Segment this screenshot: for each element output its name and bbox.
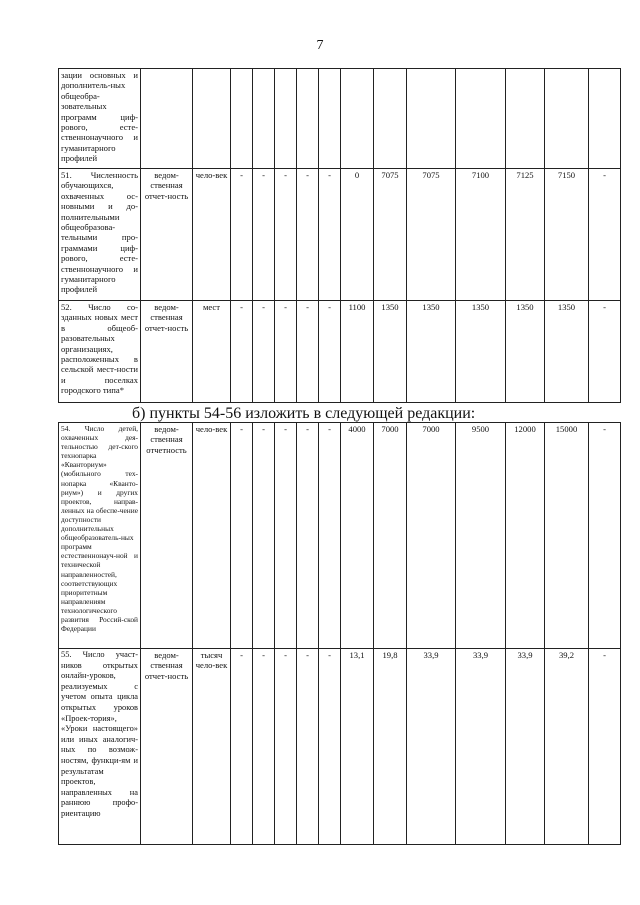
- value-cell: 7075: [407, 169, 456, 301]
- value-cell: 7150: [545, 169, 589, 301]
- value-cell: 19,8: [374, 649, 407, 845]
- table-row: [59, 649, 621, 845]
- value-cell: -: [297, 169, 319, 301]
- value-cell: 33,9: [456, 649, 506, 845]
- value-cell: -: [253, 169, 275, 301]
- value-cell: 1350: [407, 301, 456, 403]
- value-cell: -: [231, 169, 253, 301]
- value-cell: -: [297, 649, 319, 845]
- value-cell: 39,2: [545, 649, 589, 845]
- value-cell: -: [253, 649, 275, 845]
- unit: мест: [193, 301, 231, 403]
- indicator-description: 51. Численность обучающихся, охваченных ос-новными и до-полнительными общеобразова-тельными про-граммами циф-рового, есте-ственнонаучного и гуманитарного профилей: [59, 169, 141, 301]
- data-source: ведом-ственная отчет-ность: [141, 301, 193, 403]
- value-cell: -: [319, 301, 341, 403]
- value-cell: 1350: [374, 301, 407, 403]
- value-cell: -: [297, 301, 319, 403]
- value-cell: 1100: [341, 301, 374, 403]
- value-cell: -: [253, 423, 275, 649]
- value-cell: 7000: [374, 423, 407, 649]
- indicator-description: 55. Число участ-ников открытых онлайн-уроков, реализуемых с учетом опыта цикла открытых уроков «Проек-тория», «Уроки настоящего» или иных аналогич-ных по возмож-ностям, функци-ям и результатам проектов, направленных на раннюю профо-риентацию: [59, 649, 141, 845]
- value-cell: 9500: [456, 423, 506, 649]
- value-cell: -: [319, 649, 341, 845]
- indicators-table-continued: [58, 68, 621, 403]
- table-row: [59, 69, 621, 169]
- unit: [193, 69, 231, 169]
- value-cell: 1350: [456, 301, 506, 403]
- value-cell: -: [589, 301, 621, 403]
- value-cell: -: [589, 649, 621, 845]
- table-row: [59, 423, 621, 649]
- value-cell: 7000: [407, 423, 456, 649]
- value-cell: 12000: [506, 423, 545, 649]
- value-cell: 1350: [506, 301, 545, 403]
- value-cell: 4000: [341, 423, 374, 649]
- value-cell: -: [297, 423, 319, 649]
- indicators-table-new-edition: [58, 422, 621, 845]
- value-cell: 7125: [506, 169, 545, 301]
- value-cell: 13,1: [341, 649, 374, 845]
- data-source: ведом-ственная отчет-ность: [141, 649, 193, 845]
- data-source: ведом-ственная отчетность: [141, 423, 193, 649]
- value-cell: 1350: [545, 301, 589, 403]
- indicator-description: 54. Число детей, охваченных дея-тельностью дет-ского технопарка «Кванториум» (мобильного тех-нопарка «Кванто-риум») и других проектов, направ-ленных на обеспе-чение доступности дополнительных общеобразователь-ных программ естественнонауч-ной и технической направленностей, соответствующих приоритетным направлениям технологического развития Россий-ской Федерации: [59, 423, 141, 649]
- value-cell: 33,9: [506, 649, 545, 845]
- table-row: [59, 169, 621, 301]
- value-cell: 33,9: [407, 649, 456, 845]
- value-cell: -: [275, 423, 297, 649]
- unit: тысяч чело-век: [193, 649, 231, 845]
- section-heading: б) пункты 54-56 изложить в следующей редакции:: [132, 405, 476, 422]
- page-number: 7: [316, 38, 324, 53]
- unit: чело-век: [193, 169, 231, 301]
- indicator-description: 52. Число со-зданных новых мест в общеоб-разовательных организациях, расположенных в сельской мест-ности и поселках городского типа*: [59, 301, 141, 403]
- value-cell: 15000: [545, 423, 589, 649]
- value-cell: 7100: [456, 169, 506, 301]
- value-cell: -: [231, 423, 253, 649]
- value-cell: -: [275, 649, 297, 845]
- value-cell: -: [589, 423, 621, 649]
- value-cell: -: [275, 301, 297, 403]
- value-cell: -: [319, 169, 341, 301]
- value-cell: -: [589, 169, 621, 301]
- indicator-description: зации основных и дополнитель-ных общеобра-зовательных программ циф-рового, есте-ственнонаучного и гуманитарного профилей: [59, 69, 141, 169]
- value-cell: 7075: [374, 169, 407, 301]
- table-row: [59, 301, 621, 403]
- value-cell: -: [231, 649, 253, 845]
- value-cell: -: [275, 169, 297, 301]
- unit: чело-век: [193, 423, 231, 649]
- value-cell: -: [231, 301, 253, 403]
- value-cell: -: [319, 423, 341, 649]
- value-cell: -: [253, 301, 275, 403]
- data-source: ведом-ственная отчет-ность: [141, 169, 193, 301]
- data-source: [141, 69, 193, 169]
- value-cell: 0: [341, 169, 374, 301]
